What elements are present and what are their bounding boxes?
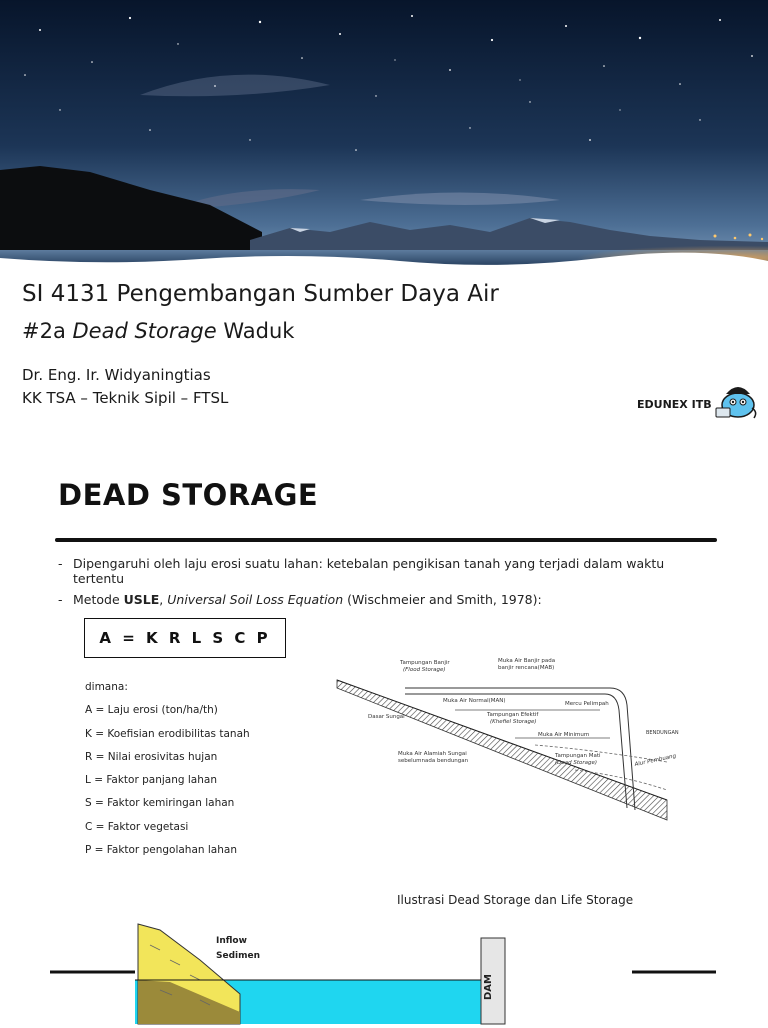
heading-divider [55, 538, 717, 542]
label-natural-level-2: sebelumnada bendungan [398, 758, 469, 764]
label-man: Muka Air Normal(MAN) [443, 698, 506, 704]
definition-item: L = Faktor panjang lahan [85, 774, 217, 787]
author-name: Dr. Eng. Ir. Widyaningtias [22, 366, 211, 384]
diagram-caption: Ilustrasi Dead Storage dan Life Storage [397, 893, 634, 907]
label-flood-storage: Tampungan Banjir [400, 660, 450, 666]
label-natural-level: Muka Air Alamiah Sungai [398, 751, 467, 757]
bullet-text [73, 592, 718, 607]
lecture-number: #2a [22, 319, 73, 343]
course-title: SI 4131 Pengembangan Sumber Daya Air [22, 281, 499, 307]
label-effective-storage: Tampungan Efektif [487, 712, 539, 718]
label-dead-storage-en: (Dead Storage) [555, 760, 598, 766]
bullet-separator: , [159, 592, 168, 607]
bullet-item-usle [58, 592, 718, 607]
bullet-dash: - [58, 556, 63, 571]
author-affiliation: KK TSA – Teknik Sipil – FTSL [22, 389, 229, 407]
usle-acronym: USLE [123, 592, 160, 607]
definition-list [85, 680, 250, 866]
label-dam-wall: DAM [483, 974, 494, 1000]
usle-fullname: Universal Soil Loss Equation [167, 592, 344, 607]
lecture-topic-italic: Dead Storage [72, 319, 217, 343]
label-dead-storage: Tampungan Mati [555, 753, 601, 759]
label-spillway: Mercu Pelimpah [565, 701, 609, 707]
lecture-topic-suffix: Waduk [216, 319, 295, 343]
label-mab: Muka Air Banjir pada [498, 658, 556, 664]
label-effective-storage-en: (Khefiel Storage) [490, 719, 537, 725]
label-riverbed: Dasar Sungai [368, 714, 405, 720]
usle-formula-box: A = K R L S C P [84, 618, 286, 658]
bullet-list [58, 556, 718, 613]
label-sediment: Sedimen [216, 951, 261, 961]
label-flood-storage-en: (Flood Storage) [403, 667, 446, 673]
bullet-item-erosion [58, 556, 718, 586]
definition-item: R = Nilai erosivitas hujan [85, 750, 218, 763]
label-outlet: Alur Pembuang [634, 753, 677, 768]
label-inflow: Inflow [216, 936, 247, 946]
sediment-illustration [0, 920, 768, 1024]
definition-item: dimana: [85, 681, 128, 693]
bullet-prefix: Metode [73, 592, 124, 607]
label-dam: BENDUNGAN [646, 730, 679, 736]
bullet-dash: - [58, 592, 63, 607]
brand-label: EDUNEX ITB [637, 398, 712, 411]
bullet-citation: (Wischmeier and Smith, 1978): [343, 592, 542, 607]
definition-item: A = Laju erosi (ton/ha/th) [85, 704, 218, 717]
definition-item: P = Faktor pengolahan lahan [85, 844, 237, 857]
label-mab-2: banjir rencana(MAB) [498, 665, 555, 671]
definition-item: S = Faktor kemiringan lahan [85, 797, 235, 810]
reservoir-storage-diagram [335, 650, 679, 850]
lecture-title [22, 319, 294, 343]
definition-item: K = Koefisian erodibilitas tanah [85, 727, 250, 740]
bullet-text: Dipengaruhi oleh laju erosi suatu lahan: ketebalan pengikisan tanah yang terjadi dalam waktu tertentu [73, 556, 665, 586]
slide-heading: DEAD STORAGE [58, 478, 319, 512]
hero-night-landscape-image [0, 0, 768, 265]
definition-item: C = Faktor vegetasi [85, 820, 189, 833]
label-min-level: Muka Air Minimum [538, 732, 590, 738]
edunex-mascot-logo [712, 378, 760, 420]
